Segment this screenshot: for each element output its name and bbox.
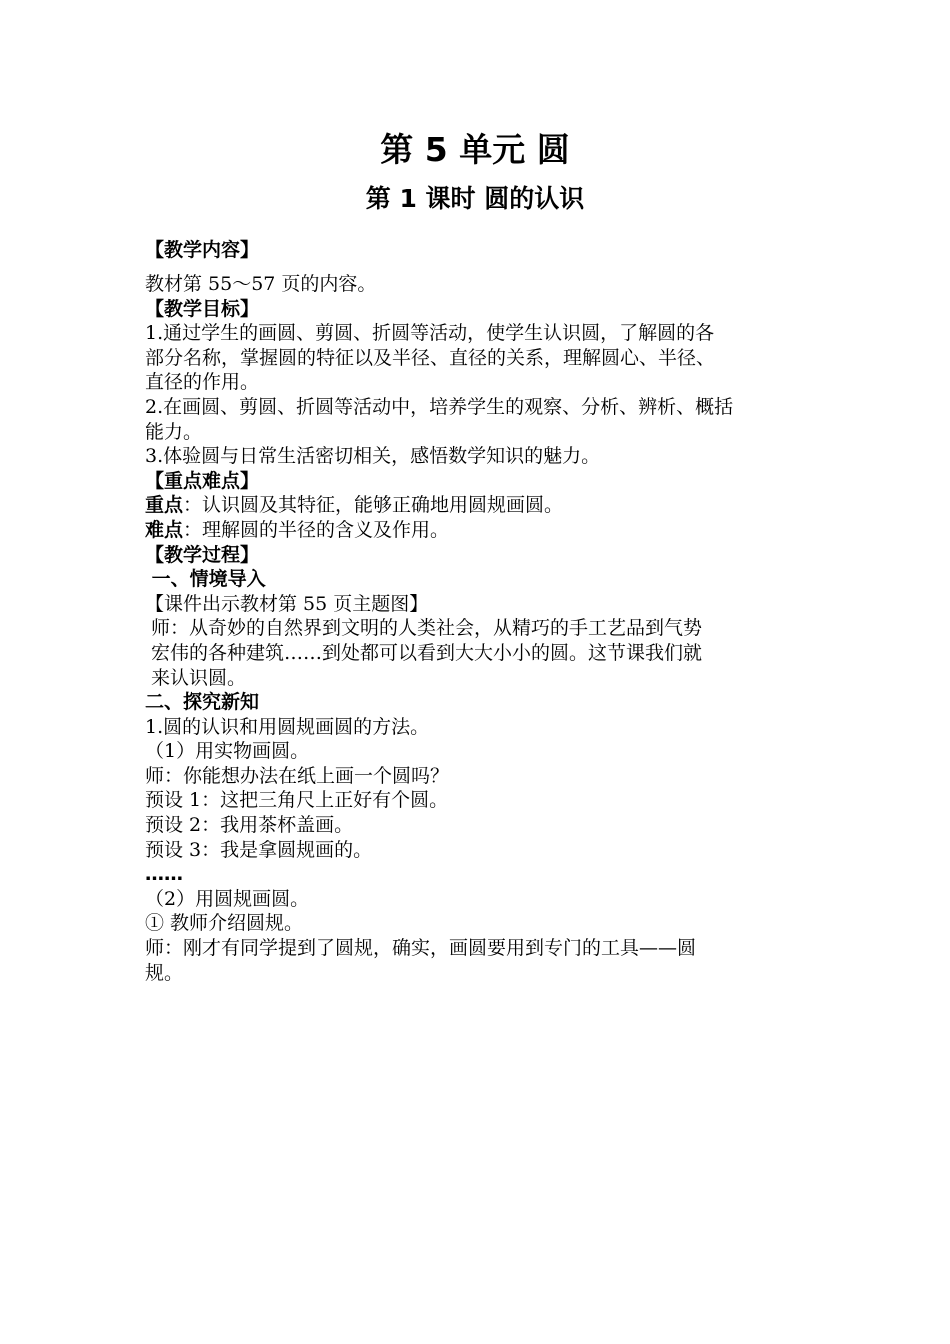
step-1: ① 教师介绍圆规。 (145, 912, 304, 935)
courseware-note: 【课件出示教材第 55 页主题图】 (145, 592, 429, 615)
ellipsis: …… (145, 863, 183, 886)
teacher-1-line-2: 宏伟的各种建筑……到处都可以看到大大小小的圆。这节课我们就 (145, 641, 703, 664)
unit-title: 第 5 单元 圆 (380, 130, 570, 169)
difficult-point-text: ：理解圆的半径的含义及作用。 (183, 518, 450, 541)
item-1-sub-2: （2）用圆规画圆。 (145, 887, 310, 910)
section-heading-content: 【教学内容】 (145, 239, 260, 261)
teacher-1-line-3: 来认识圆。 (145, 666, 247, 689)
preset-1: 预设 1：这把三角尺上正好有个圆。 (145, 789, 449, 812)
teacher-3-line-2: 规。 (145, 961, 184, 984)
section-heading-keypoints: 【重点难点】 (145, 469, 260, 492)
part-1-heading: 一、情境导入 (145, 568, 266, 591)
document-body (145, 236, 815, 985)
goal-1-line-3: 直径的作用。 (145, 371, 260, 394)
section-heading-goals: 【教学目标】 (145, 297, 260, 320)
difficult-point-label: 难点 (145, 518, 184, 541)
part-2-heading: 二、探究新知 (145, 691, 260, 714)
goal-1-line-2: 部分名称，掌握圆的特征以及半径、直径的关系，理解圆心、半径、 (145, 346, 716, 369)
key-point-label: 重点 (145, 494, 184, 517)
content-text: 教材第 55～57 页的内容。 (145, 273, 377, 295)
key-point (145, 493, 815, 518)
preset-2: 预设 2：我用茶杯盖画。 (145, 814, 354, 837)
goal-2-line-1: 2.在画圆、剪圆、折圆等活动中，培养学生的观察、分析、辨析、概括 (145, 395, 734, 418)
teacher-2: 师：你能想办法在纸上画一个圆吗？ (145, 764, 450, 787)
key-point-text: ：认识圆及其特征，能够正确地用圆规画圆。 (183, 494, 564, 517)
teacher-1-line-1: 师：从奇妙的自然界到文明的人类社会，从精巧的手工艺品到气势 (145, 617, 703, 640)
difficult-point (145, 518, 815, 543)
teacher-3-line-1: 师：刚才有同学提到了圆规，确实，画圆要用到专门的工具——圆 (145, 937, 697, 960)
lesson-title: 第 1 课时 圆的认识 (365, 184, 585, 213)
preset-3: 预设 3：我是拿圆规画的。 (145, 838, 373, 861)
goal-3: 3.体验圆与日常生活密切相关，感悟数学知识的魅力。 (145, 445, 601, 468)
goal-2-line-2: 能力。 (145, 420, 203, 443)
section-heading-process: 【教学过程】 (145, 543, 260, 566)
item-1: 1.圆的认识和用圆规画圆的方法。 (145, 715, 430, 738)
goal-1-line-1: 1.通过学生的画圆、剪圆、折圆等活动，使学生认识圆，了解圆的各 (145, 322, 715, 345)
item-1-sub-1: （1）用实物画圆。 (145, 740, 310, 763)
